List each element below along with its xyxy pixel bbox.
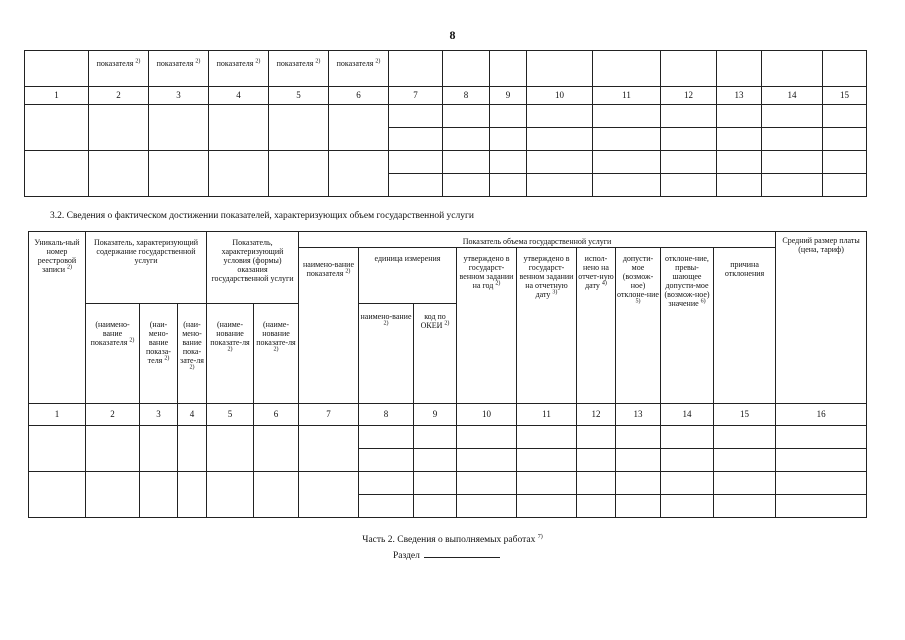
section-3-2-title: 3.2. Сведения о фактическом достижении показателей, характеризующих объем государственной услуги — [50, 211, 474, 221]
header-average-fee: Средний размер платы (цена, тариф) — [776, 232, 867, 404]
top-header-cell: показателя $^{2)}$ — [269, 51, 329, 87]
volume-indicators-table — [28, 231, 867, 518]
subheader-conditions-2: (наиме-нование показате-ля $^{2)}$ — [254, 304, 299, 404]
subheader-conditions-1: (наиме-нование показате-ля $^{2)}$ — [207, 304, 254, 404]
header-approved-year: утверждено в государст-венном задании на год $^{2)}$ — [457, 248, 517, 404]
table-row — [29, 426, 867, 449]
header-deviation-reason: причина отклонения — [714, 248, 776, 404]
top-header-cell: показателя $^{2)}$ — [329, 51, 389, 87]
column-numbers-row: 1 2 3 4 5 6 7 8 9 10 11 12 13 14 15 16 — [29, 404, 867, 426]
header-allowed-deviation: допусти-мое (возмож-ное) отклоне-ние $^{5)}$ — [616, 248, 661, 404]
section-label: Раздел — [393, 548, 500, 561]
subheader-content-3: (наи-мено-вание пока-зате-ля $^{2)}$ — [178, 304, 207, 404]
subheader-unit-name: наимено-вание $^{2)}$ — [359, 304, 414, 404]
part-2-title: Часть 2. Сведения о выполняемых работах $^{7)}$ — [362, 533, 543, 545]
top-header-cell — [25, 51, 89, 87]
header-unit: единица измерения — [359, 248, 457, 304]
top-header-cell: показателя $^{2)}$ — [89, 51, 149, 87]
top-header-cell: показателя $^{2)}$ — [149, 51, 209, 87]
header-executed: испол-нено на отчет-ную дату $^{4)}$ — [577, 248, 616, 404]
header-exceeding-deviation: отклоне-ние, превы-шающее допусти-мое (возмож-ное) значение $^{6)}$ — [661, 248, 714, 404]
section-number-blank — [424, 548, 500, 558]
header-content-indicator: Показатель, характеризующий содержание государственной услуги — [86, 232, 207, 304]
top-table — [24, 50, 867, 197]
subheader-content-2: (наи-мено-вание показа-теля $^{2)}$ — [140, 304, 178, 404]
top-header-cell: показателя $^{2)}$ — [209, 51, 269, 87]
header-approved-date: утверждено в государст-венном задании на отчетную дату $^{3)}$ — [517, 248, 577, 404]
subheader-okei-code: код по ОКЕИ $^{2)}$ — [414, 304, 457, 404]
header-conditions-indicator: Показатель, характеризующий условия (формы) оказания государственной услуги — [207, 232, 299, 304]
header-volume-indicator: Показатель объема государственной услуги — [299, 232, 776, 248]
subheader-content-1: (наимено-вание показателя $^{2)}$ — [86, 304, 140, 404]
page-number: 8 — [449, 28, 456, 42]
header-indicator-name: наимено-вание показателя $^{2)}$ — [299, 248, 359, 404]
table-row — [29, 472, 867, 495]
header-unique-number: Уникаль-ный номер реестровой записи $^{2)}$ — [29, 232, 86, 404]
table-row — [25, 105, 867, 128]
table-row — [25, 151, 867, 174]
top-column-numbers-row: 1 2 3 4 5 6 7 8 9 10 11 12 13 14 15 — [25, 87, 867, 105]
